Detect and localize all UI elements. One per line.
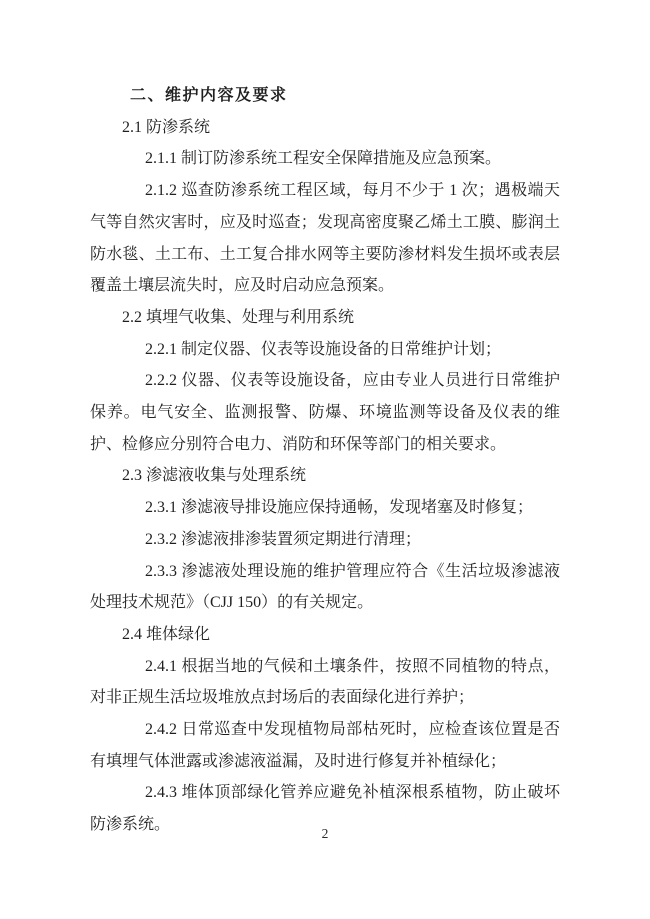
section-heading: 2.4 堆体绿化 — [122, 625, 211, 643]
clause-paragraph: 2.4.3 堆体顶部绿化管养应避免补植深根系植物，防止破坏防渗系统。 — [90, 784, 560, 834]
sections-container — [90, 112, 560, 841]
clause-paragraph: 2.1.2 巡查防渗系统工程区域，每月不少于 1 次；遇极端天气等自然灾害时，应及时巡查；发现高密度聚乙烯土工膜、膨润土防水毯、土工布、土工复合排水网等主要防渗材料发生损坏或表层覆盖土壤层流失时，应及时启动应急预案。 — [90, 182, 560, 295]
clause-paragraph: 2.1.1 制订防渗系统工程安全保障措施及应急预案。 — [145, 150, 502, 168]
clause-paragraph: 2.4.1 根据当地的气候和土壤条件，按照不同植物的特点，对非正规生活垃圾堆放点封场后的表面绿化进行养护； — [90, 657, 560, 707]
page-title: 二、维护内容及要求 — [130, 87, 288, 104]
clause-paragraph: 2.4.2 日常巡查中发现植物局部枯死时，应检查该位置是否有填埋气体泄露或渗滤液溢漏，及时进行修复并补植绿化； — [90, 721, 560, 770]
document-content — [90, 80, 560, 841]
clause-paragraph: 2.3.3 渗滤液处理设施的维护管理应符合《生活垃圾渗滤液处理技术规范》（CJJ 150）的有关规定。 — [90, 562, 560, 612]
page-number: 2 — [321, 826, 329, 841]
section-heading: 2.2 填埋气收集、处理与利用系统 — [122, 308, 355, 326]
clause-paragraph: 2.3.1 渗滤液导排设施应保持通畅，发现堵塞及时修复； — [145, 499, 534, 517]
section-heading: 2.1 防渗系统 — [122, 118, 211, 136]
clause-paragraph: 2.2.1 制定仪器、仪表等设施设备的日常维护计划； — [145, 340, 502, 358]
clause-paragraph: 2.2.2 仪器、仪表等设施设备，应由专业人员进行日常维护保养。电气安全、监测报警、防爆、环境监测等设备及仪表的维护、检修应分别符合电力、消防和环保等部门的相关要求。 — [90, 372, 560, 453]
clause-paragraph: 2.3.2 渗滤液排渗装置须定期进行清理； — [145, 530, 422, 548]
section-heading: 2.3 渗滤液收集与处理系统 — [122, 467, 307, 485]
